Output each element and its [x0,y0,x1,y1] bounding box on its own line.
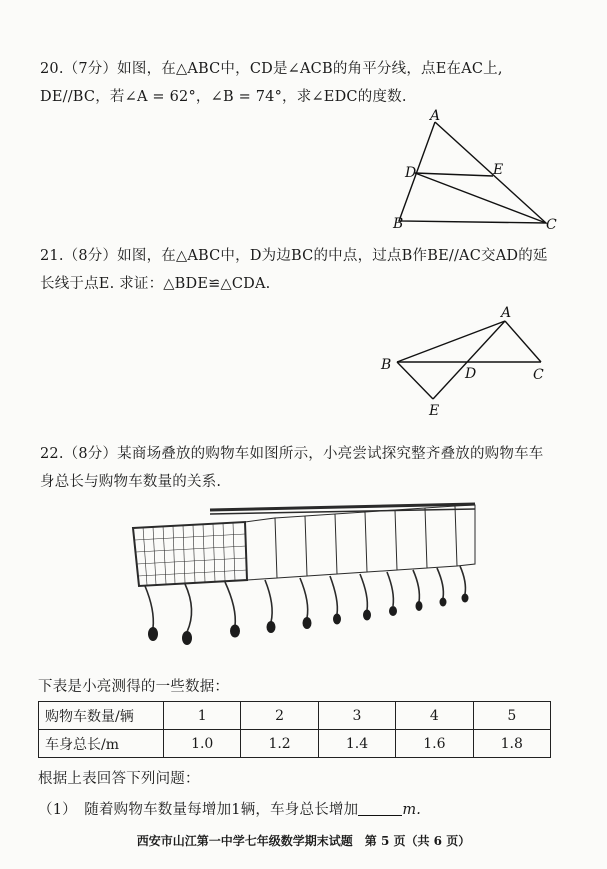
q22-sub1-unit: m. [402,802,422,818]
table-cell: 4 [396,702,473,730]
label-A: A [501,305,512,321]
label-B: B [381,357,392,373]
page-footer: 西安市山江第一中学七年级数学期末试题 第 5 页（共 6 页） [136,834,471,848]
table-cell: 1.4 [318,730,395,758]
table-cell: 1.6 [396,730,473,758]
table-cell-header: 车身总长/m [39,730,164,758]
table-cell: 1.0 [164,730,241,758]
table-cell: 3 [318,702,395,730]
q22-answer-intro: 根据上表回答下列问题： [38,771,200,787]
label-C: C [533,367,544,383]
table-cell: 5 [473,702,550,730]
shopping-carts-photo [125,500,480,650]
table-cell: 2 [241,702,318,730]
answer-blank[interactable] [358,801,402,816]
q22-sub1 [38,798,421,819]
data-table [38,701,551,758]
label-E: E [493,162,504,178]
triangle-figure-q20 [385,105,565,235]
q21-line2: 长线于点E. 求证：△BDE≌△CDA. [40,276,271,292]
table-cell-header: 购物车数量/辆 [39,702,164,730]
q22-line1: 22.（8分）某商场叠放的购物车如图所示，小亮尝试探究整齐叠放的购物车车 [40,446,544,462]
q22-line2: 身总长与购物车数量的关系. [40,474,222,490]
label-D: D [465,366,477,382]
q21-line1: 21.（8分）如图，在△ABC中，D为边BC的中点，过点B作BE//AC交AD的延 [40,248,548,264]
label-E: E [429,403,440,419]
table-cell: 1.8 [473,730,550,758]
table-cell: 1 [164,702,241,730]
label-A: A [430,108,441,124]
q22-table-intro: 下表是小亮测得的一些数据： [38,679,230,695]
table-row [39,702,551,730]
label-B: B [393,216,404,232]
q22-sub1-text: （1） 随着购物车数量每增加1辆，车身总长增加 [38,802,359,818]
q20-line1: 20.（7分）如图，在△ABC中，CD是∠ACB的角平分线，点E在AC上, [40,61,503,77]
table-cell: 1.2 [241,730,318,758]
label-D: D [405,165,417,181]
label-C: C [546,217,557,233]
table-row [39,730,551,758]
triangle-figure-q21 [375,302,565,422]
q20-line2: DE//BC，若∠A = 62°，∠B = 74°，求∠EDC的度数. [40,89,407,105]
